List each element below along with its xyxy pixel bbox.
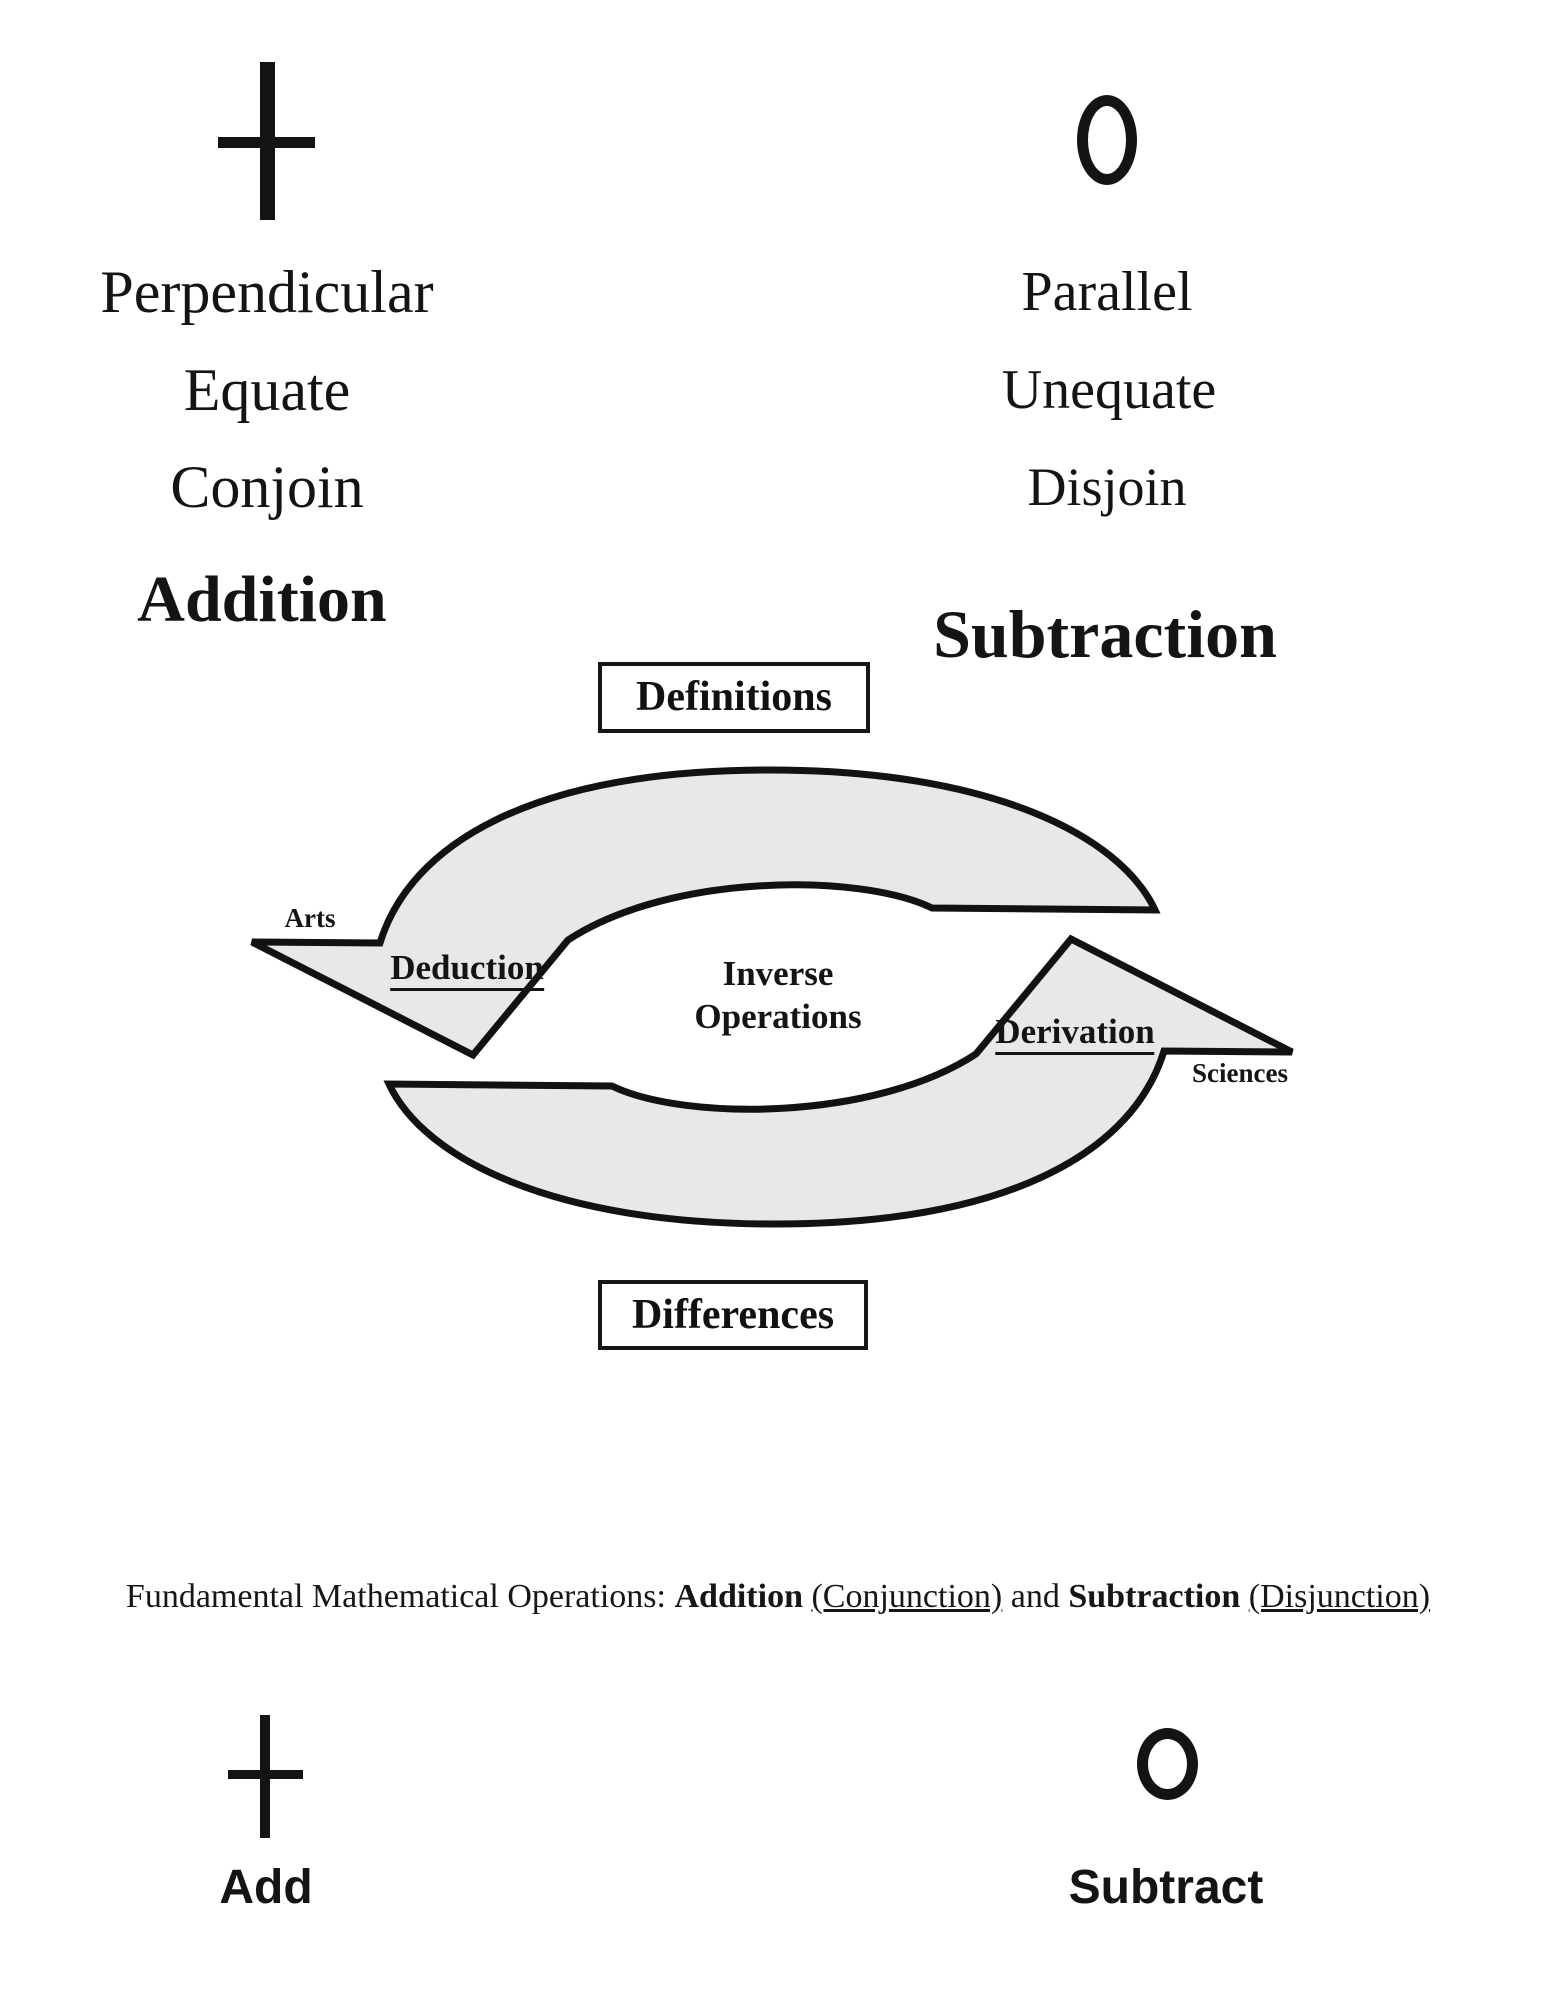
caption-addition: Addition [674, 1578, 803, 1615]
derivation-label: Derivation [995, 1012, 1154, 1052]
subtraction-operation-title: Subtraction [933, 596, 1277, 672]
addition-term: Equate [183, 357, 351, 423]
definitions-box [598, 662, 870, 733]
caption-prefix: Fundamental Mathematical Operations: [125, 1578, 675, 1615]
subtract-label: Subtract [1068, 1861, 1264, 1914]
subtraction-term: Unequate [1001, 359, 1217, 421]
add-label: Add [219, 1861, 313, 1914]
deduction-label: Deduction [390, 948, 544, 988]
caption-subtraction: Subtraction [1068, 1578, 1241, 1615]
definitions-label: Definitions [635, 674, 832, 720]
oval-icon [1137, 1728, 1198, 1800]
addition-term: Conjoin [170, 454, 364, 520]
caption-disjunction: (Disjunction) [1248, 1578, 1431, 1615]
differences-box [598, 1280, 868, 1350]
inverse-operations-label: Inverse Operations [694, 954, 862, 1036]
caption-conjunction: (Conjunction) [811, 1578, 1003, 1615]
addition-operation-title: Addition [137, 563, 387, 636]
plus-cross-icon [228, 1770, 303, 1779]
sciences-label: Sciences [1192, 1058, 1288, 1088]
addition-term: Perpendicular [100, 259, 434, 325]
plus-cross-icon [218, 137, 315, 148]
oval-icon [1077, 95, 1137, 185]
differences-label: Differences [631, 1292, 835, 1338]
subtraction-term: Parallel [1021, 261, 1193, 323]
arts-label: Arts [284, 903, 336, 933]
figure-caption: Fundamental Mathematical Operations: Addition (Conjunction) and Subtraction (Disjunction) [125, 1578, 1431, 1615]
subtraction-term: Disjoin [1027, 457, 1187, 517]
